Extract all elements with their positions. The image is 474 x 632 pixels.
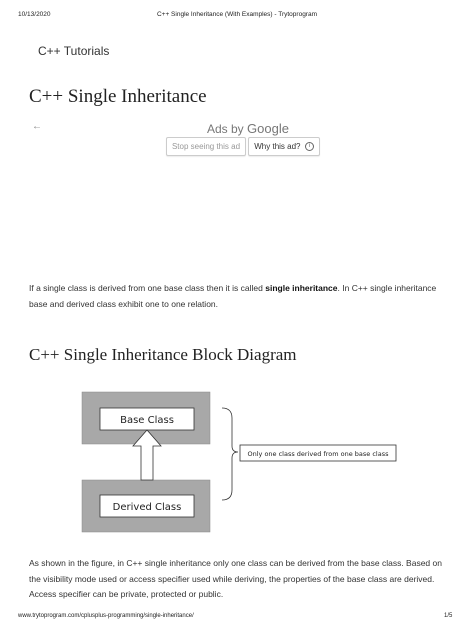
intro-text-before: If a single class is derived from one base class then it is called bbox=[29, 283, 266, 293]
google-logo: Google bbox=[247, 121, 289, 136]
stop-seeing-ad-button[interactable]: Stop seeing this ad bbox=[166, 137, 246, 156]
why-this-ad-button[interactable] bbox=[248, 137, 320, 156]
intro-bold-term: single inheritance bbox=[265, 283, 338, 293]
derived-class-label: Derived Class bbox=[112, 502, 182, 513]
explanation-paragraph: As shown in the figure, in C++ single inheritance only one class can be derived from the base class. Based on the visibility mode used or access specifier used while deriving, the properties of the base class are derived. Access specifier can be private, protected or public. bbox=[29, 558, 442, 599]
print-page-title: C++ Single Inheritance (With Examples) - Trytoprogram bbox=[156, 11, 318, 18]
curly-brace bbox=[222, 408, 238, 500]
back-arrow-icon[interactable]: ← bbox=[32, 121, 42, 132]
info-icon: i bbox=[305, 142, 314, 151]
footer-url: www.trytoprogram.com/cplusplus-programming/single-inheritance/ bbox=[18, 613, 194, 619]
base-class-label: Base Class bbox=[120, 415, 174, 426]
page-title: C++ Single Inheritance bbox=[29, 86, 207, 107]
note-label: Only one class derived from one base class bbox=[247, 450, 389, 458]
why-this-ad-label: Why this ad? bbox=[254, 142, 301, 151]
inheritance-block-diagram bbox=[70, 382, 410, 542]
ads-by-label: Ads by bbox=[207, 122, 244, 136]
ads-by-google[interactable] bbox=[207, 121, 289, 136]
section-title: C++ Single Inheritance Block Diagram bbox=[29, 345, 297, 364]
intro-paragraph bbox=[29, 281, 447, 312]
breadcrumb-cpp-tutorials[interactable]: C++ Tutorials bbox=[38, 44, 110, 58]
intro-text-after: . In C++ single inheritance base and derived class exhibit one to one relation. bbox=[29, 283, 437, 309]
print-date: 10/13/2020 bbox=[18, 11, 51, 18]
footer-page-number: 1/5 bbox=[444, 613, 453, 619]
